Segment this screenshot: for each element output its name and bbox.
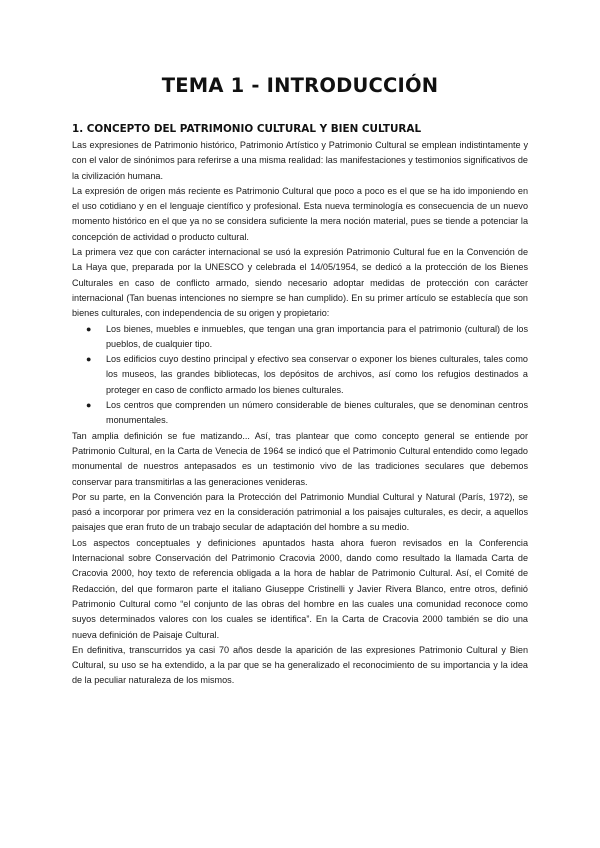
paragraph-6: Los aspectos conceptuales y definiciones apuntados hasta ahora fueron revisados en la Conferencia Internacional sobre Conservación del Patrimonio Cracovia 2000, dando como resultado la llamada Carta de Cracovia 2000, hoy texto de referencia obligada a la hora de hablar de Patrimonio Cultural. Así, el Comité de Redacción, del que formaron parte el italiano Giuseppe Cristinelli y Javier Rivera Blanco, entre otros, definió Patrimonio Cultural como “el conjunto de las obras del hombre en las cuales una comunidad reconoce como suyos determinados valores con los cuales se identifica”. En la Carta de Cracovia 2000 también se dio una nueva definición de Paisaje Cultural.: [72, 537, 528, 640]
bullet-item-2: [86, 352, 528, 398]
bullet-text-3: Los centros que comprenden un número considerable de bienes culturales, que se denominan centros monumentales.: [106, 400, 528, 426]
bullet-item-3: [86, 398, 528, 429]
bullet-item-1: [86, 322, 528, 353]
paragraph-2: La expresión de origen más reciente es Patrimonio Cultural que poco a poco es el que se ha ido imponiendo en el uso cotidiano y en el lenguaje científico y profesional. Esta nueva terminología es consecuencia de un nuevo momento histórico en el que ya no se considera suficiente la mera noción material, pues se tiende a potenciar la concepción de actividad o producto cultural.: [72, 185, 528, 242]
paragraph-3: La primera vez que con carácter internacional se usó la expresión Patrimonio Cultural fue en la Convención de La Haya que, preparada por la UNESCO y celebrada el 14/05/1954, se dedicó a la protección de los Bienes Culturales en caso de conflicto armado, siendo necesario adoptar medidas de protección con carácter internacional (Tan buenas intenciones no siempre se han cumplido). En su primer artículo se establecía que son bienes culturales, con independencia de su origen y propietario:: [72, 247, 528, 319]
page-title: TEMA 1 - INTRODUCCIÓN: [161, 74, 439, 97]
bullet-dot-icon: ●: [86, 354, 92, 365]
paragraph-5: Por su parte, en la Convención para la Protección del Patrimonio Mundial Cultural y Natural (París, 1972), se pasó a incorporar por primera vez en la consideración patrimonial a los paisajes culturales, es decir, a aquellos paisajes que eran fruto de un trabajo secular de adaptación del hombre a su medio.: [72, 491, 528, 533]
paragraph-1: Las expresiones de Patrimonio histórico, Patrimonio Artístico y Patrimonio Cultural se emplean indistintamente y con el valor de sinónimos para referirse a una misma realidad: las manifestaciones y testimonios significativos de la civilización humana.: [72, 140, 528, 181]
document-body: [72, 122, 528, 689]
bullet-dot-icon: ●: [86, 323, 92, 334]
bullet-list: [72, 322, 528, 429]
bullet-dot-icon: ●: [86, 400, 92, 411]
bullet-text-1: Los bienes, muebles e inmuebles, que tengan una gran importancia para el patrimonio (cultural) de los pueblos, de cualquier tipo.: [106, 323, 528, 349]
paragraph-4: Tan amplia definición se fue matizando... Así, tras plantear que como concepto general se entiende por Patrimonio Cultural, en la Carta de Venecia de 1964 se indicó que el Patrimonio Cultural entendido como legado monumental de nuestros antepasados es un testimonio vivo de las tradiciones seculares que debemos conservar para transmitirlas a las generaciones venideras.: [72, 430, 528, 487]
bullet-text-2: Los edificios cuyo destino principal y efectivo sea conservar o exponer los bienes culturales, tales como los museos, las grandes bibliotecas, los depósitos de archivos, así como los refugios destinados a proteger en caso de conflicto armado los bienes culturales.: [106, 354, 528, 395]
section-heading: 1. CONCEPTO DEL PATRIMONIO CULTURAL Y BIEN CULTURAL: [72, 123, 422, 135]
paragraph-7: En definitiva, transcurridos ya casi 70 años desde la aparición de las expresiones Patrimonio Cultural y Bien Cultural, su uso se ha extendido, a la par que se ha generalizado el reconocimiento de su importancia y la idea de la peculiar naturaleza de los mismos.: [72, 644, 528, 686]
